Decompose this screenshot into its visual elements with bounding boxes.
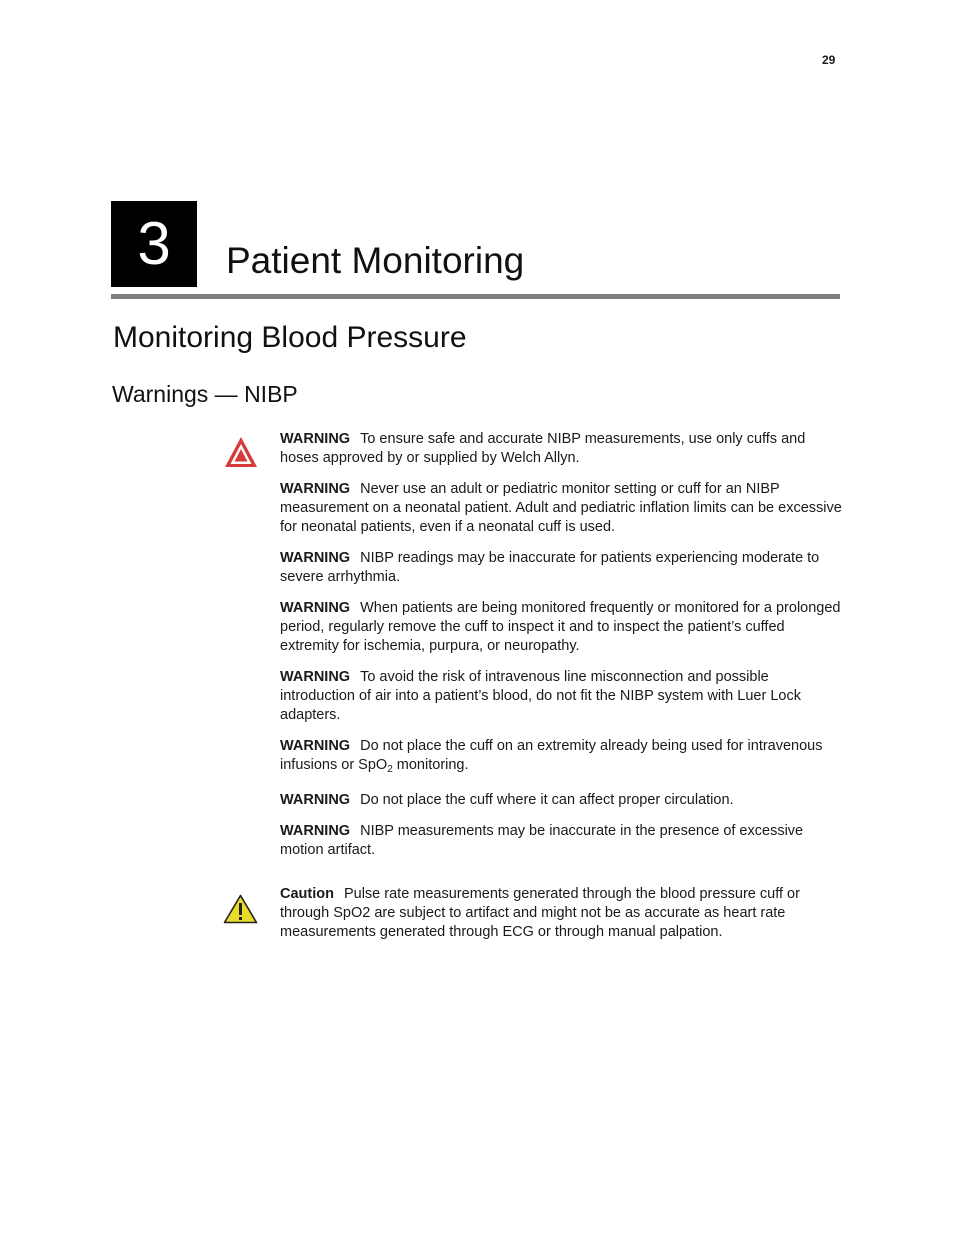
warning-note [280, 549, 842, 587]
caution-text: Pulse rate measurements generated through the blood pressure cuff or through SpO2 are subject to artifact and might not be as accurate as heart rate measurements generated through ECG or through manual palpation. [280, 886, 800, 940]
warning-text: To ensure safe and accurate NIBP measurements, use only cuffs and hoses approved by or supplied by Welch Allyn. [280, 431, 806, 466]
warning-note [280, 599, 842, 656]
warning-text: NIBP measurements may be inaccurate in the presence of excessive motion artifact. [280, 823, 804, 858]
chapter-rule [111, 294, 840, 299]
warning-note [280, 737, 842, 779]
caution-triangle-icon [223, 894, 258, 924]
caution-note [280, 885, 842, 942]
chapter-title: Patient Monitoring [226, 240, 525, 281]
warning-text: Do not place the cuff where it can affect proper circulation. [360, 792, 734, 808]
warning-keyword: WARNING [280, 669, 351, 685]
warning-keyword: WARNING [280, 792, 351, 808]
caution-keyword: Caution [280, 886, 334, 902]
warning-text: Never use an adult or pediatric monitor setting or cuff for an NIBP measurement on a neonatal patient. Adult and pediatric inflation limits can be excessive for neonatal patients, even if a neonatal cuff is used. [280, 481, 842, 535]
chapter-number-box: 3 [111, 201, 197, 287]
warning-text-tail: monitoring. [392, 757, 469, 773]
page-number: 29 [822, 53, 836, 67]
warning-note [280, 822, 842, 860]
section-title: Monitoring Blood Pressure [113, 321, 467, 354]
warning-note [280, 430, 842, 468]
warning-text: NIBP readings may be inaccurate for patients experiencing moderate to severe arrhythmia. [280, 550, 820, 585]
warning-keyword: WARNING [280, 550, 351, 566]
warnings-list [280, 430, 842, 872]
subsection-title: Warnings — NIBP [112, 381, 298, 407]
warning-keyword: WARNING [280, 481, 351, 497]
subscript: 2 [387, 764, 393, 775]
warning-keyword: WARNING [280, 823, 351, 839]
warning-text: To avoid the risk of intravenous line misconnection and possible introduction of air into a patient’s blood, do not fit the NIBP system with Luer Lock adapters. [280, 669, 801, 723]
warning-text: When patients are being monitored frequently or monitored for a prolonged period, regularly remove the cuff to inspect it and to inspect the patient’s cuffed extremity for ischemia, purpura, or neuropathy. [280, 600, 841, 654]
warning-note [280, 791, 842, 810]
warning-note [280, 668, 842, 725]
warning-keyword: WARNING [280, 600, 351, 616]
warning-triangle-icon [223, 435, 259, 469]
caution-paragraph [280, 885, 842, 942]
warning-keyword: WARNING [280, 431, 351, 447]
warning-text: Do not place the cuff on an extremity already being used for intravenous infusions or SpO [280, 738, 823, 773]
warning-keyword: WARNING [280, 738, 351, 754]
warning-note [280, 480, 842, 537]
